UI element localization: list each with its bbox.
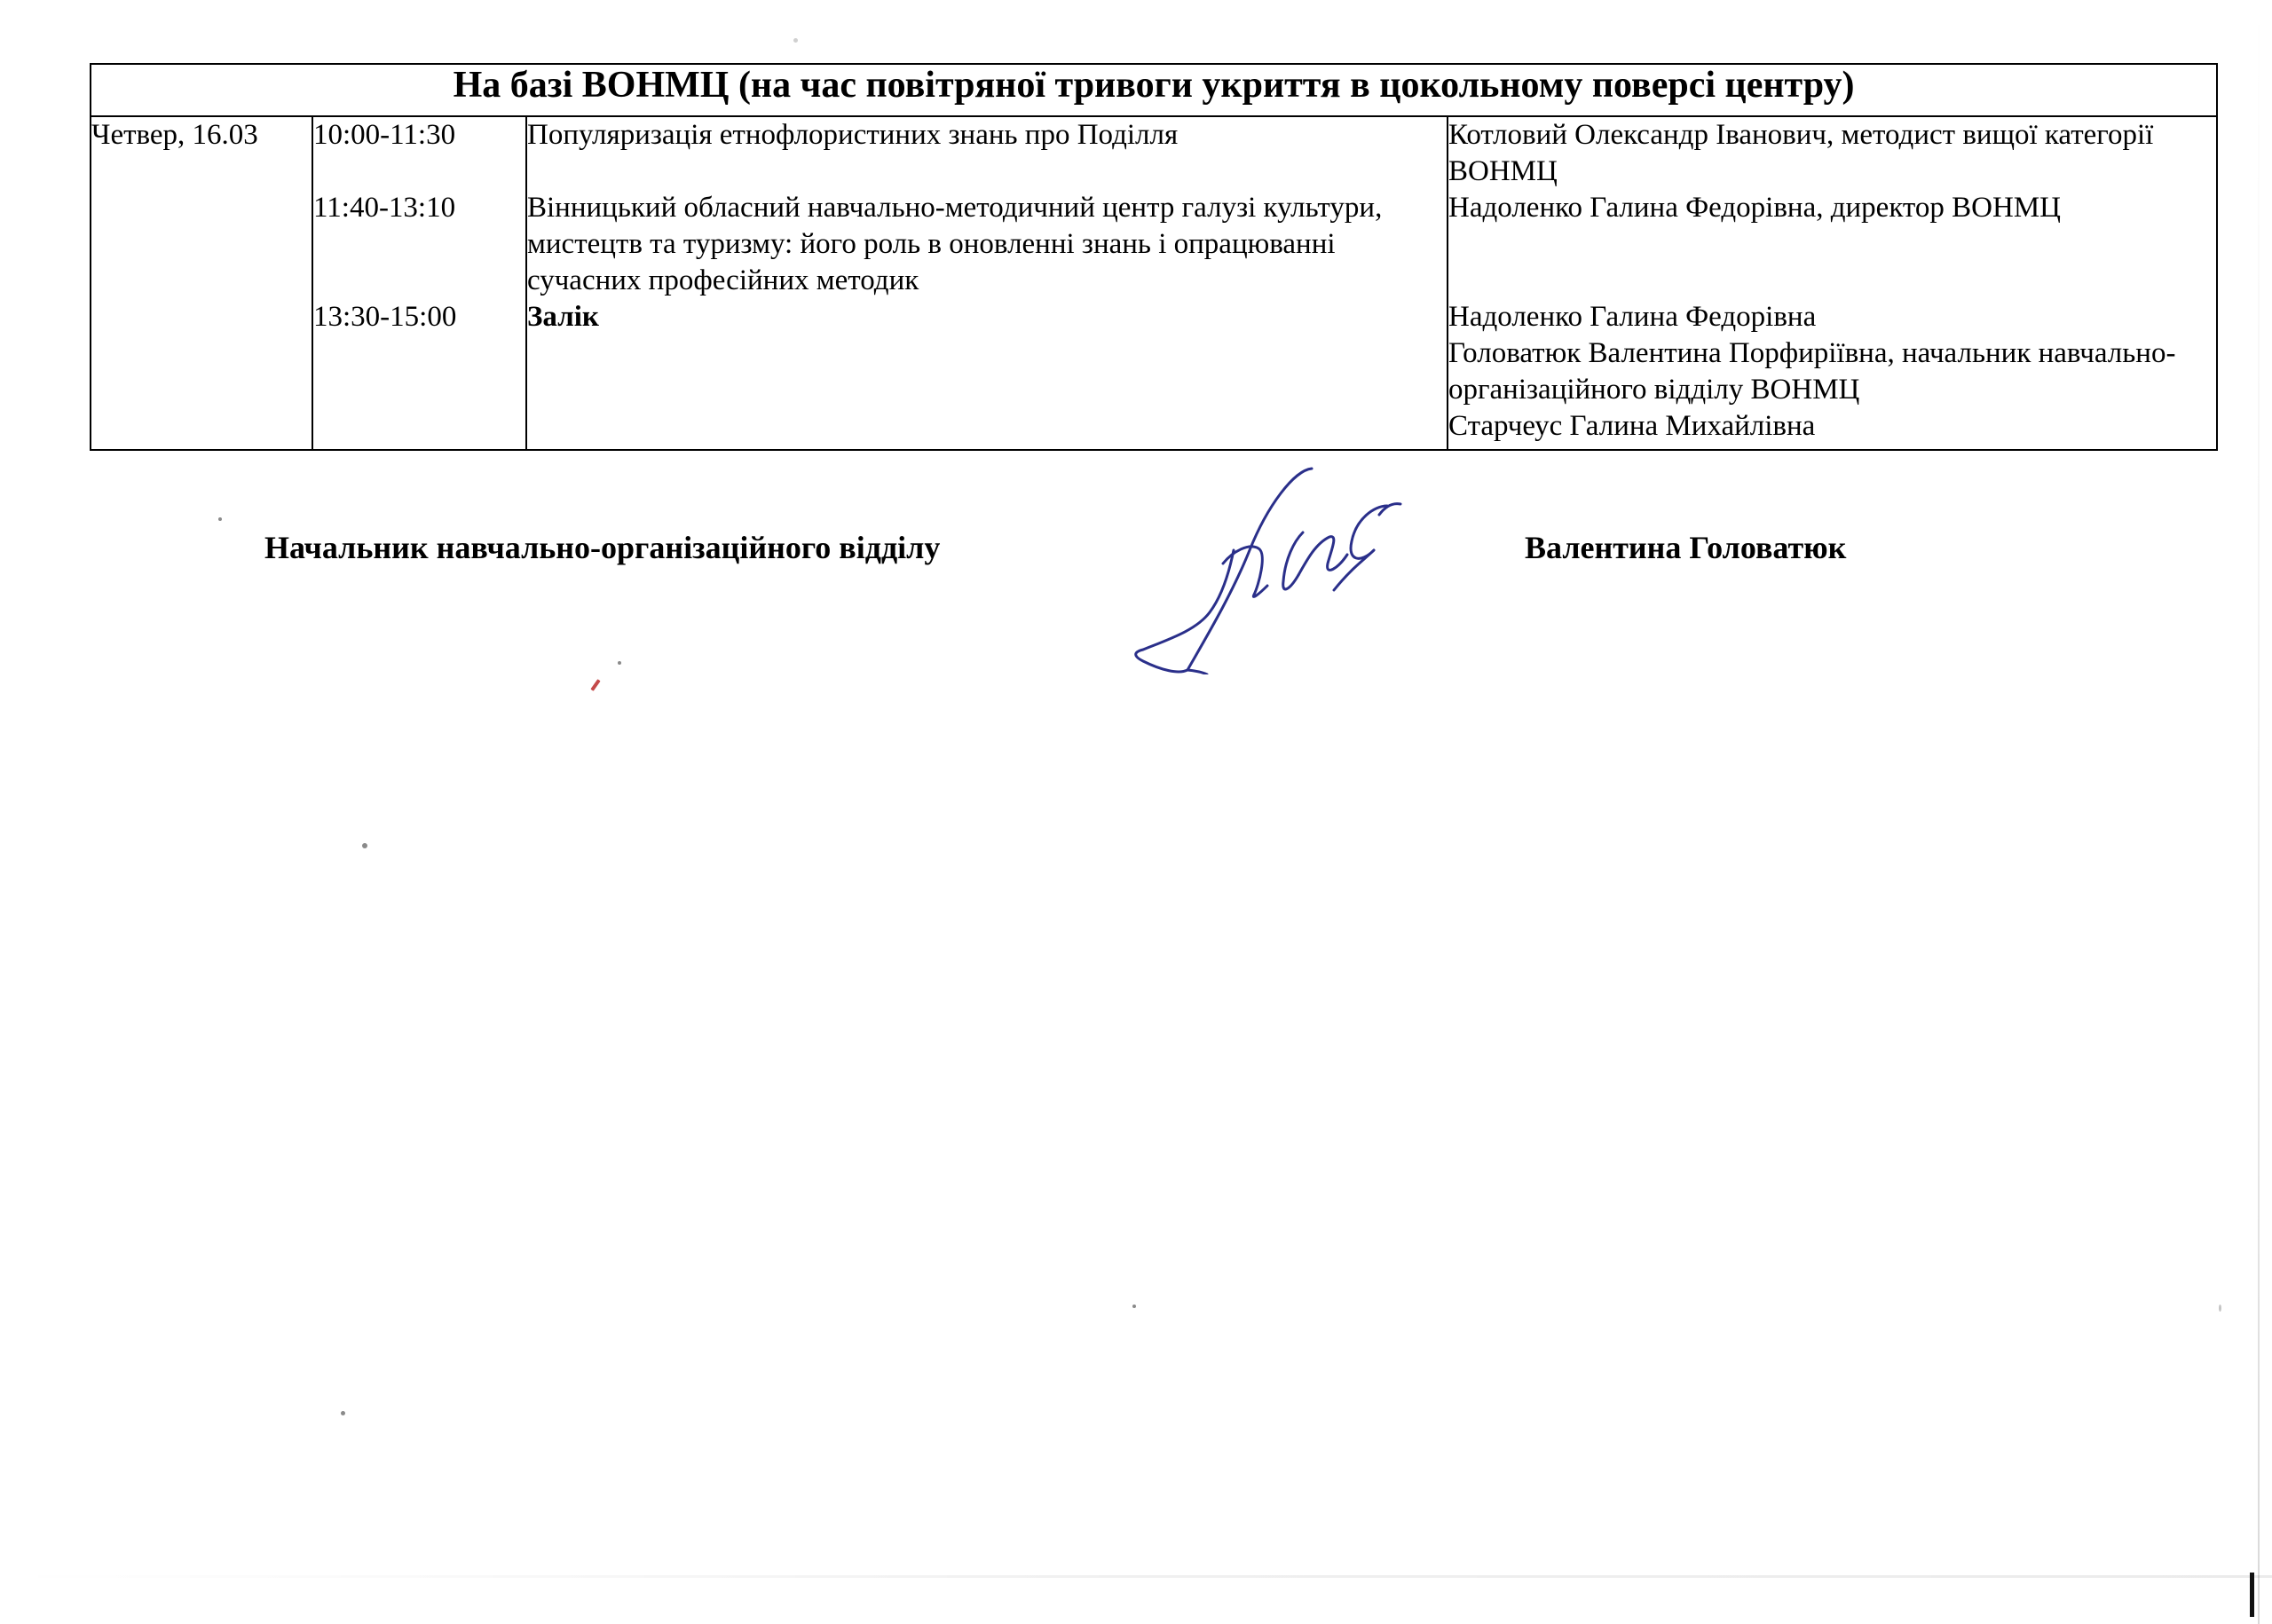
- signatory-position: Начальник навчально-організаційного відділу: [264, 530, 941, 565]
- schedule-table: [90, 63, 2218, 451]
- scan-edge-bottom: [0, 1575, 2272, 1578]
- time-cell: [312, 116, 526, 450]
- session-presenters: [1448, 299, 2216, 445]
- day-cell: Четвер, 16.03: [91, 116, 312, 450]
- scan-speck: [341, 1411, 345, 1415]
- session-topic: Залік: [527, 301, 599, 333]
- session-presenters: [1448, 117, 2216, 190]
- scan-speck: [1132, 1305, 1136, 1308]
- signatory-name: Валентина Головатюк: [1525, 530, 1847, 565]
- scan-edge-mark: [2250, 1573, 2254, 1617]
- scan-speck: [618, 661, 621, 665]
- session-time: 10:00-11:30: [313, 119, 456, 151]
- scan-speck: [590, 679, 600, 691]
- scan-edge-right: [2258, 0, 2260, 1624]
- presenter: Старчеус Галина Михайлівна: [1448, 410, 1816, 442]
- presenter: Надоленко Галина Федорівна, директор ВОНМЦ: [1448, 192, 2062, 224]
- session-topic: Вінницький обласний навчально-методичний центр галузі культури, мистецтв та туризму: його роль в оновленні знань і опрацюванні сучасних професійних методик: [527, 192, 1383, 296]
- session-time: 13:30-15:00: [313, 301, 457, 333]
- presenter: Головатюк Валентина Порфиріївна, начальник навчально-організаційного відділу ВОНМЦ: [1448, 337, 2176, 406]
- presenter-cell: [1448, 116, 2217, 450]
- scan-speck: [2219, 1305, 2221, 1312]
- section-title: На базі ВОНМЦ (на час повітряної тривоги укриття в цокольному поверсі центру): [91, 64, 2217, 116]
- handwritten-signature: [1125, 461, 1418, 674]
- session-presenters: [1448, 190, 2216, 299]
- scan-speck: [793, 38, 798, 43]
- presenter: Котловий Олександр Іванович, методист вищої категорії ВОНМЦ: [1448, 119, 2154, 187]
- schedule-row: [91, 116, 2217, 450]
- presenter: Надоленко Галина Федорівна: [1448, 301, 1817, 333]
- scan-speck: [218, 517, 222, 521]
- session-time: 11:40-13:10: [313, 192, 456, 224]
- scan-speck: [362, 843, 367, 848]
- schedule-header-row: [91, 64, 2217, 116]
- topic-cell: [526, 116, 1448, 450]
- session-topic: Популяризація етнофлористиних знань про Поділля: [527, 119, 1179, 151]
